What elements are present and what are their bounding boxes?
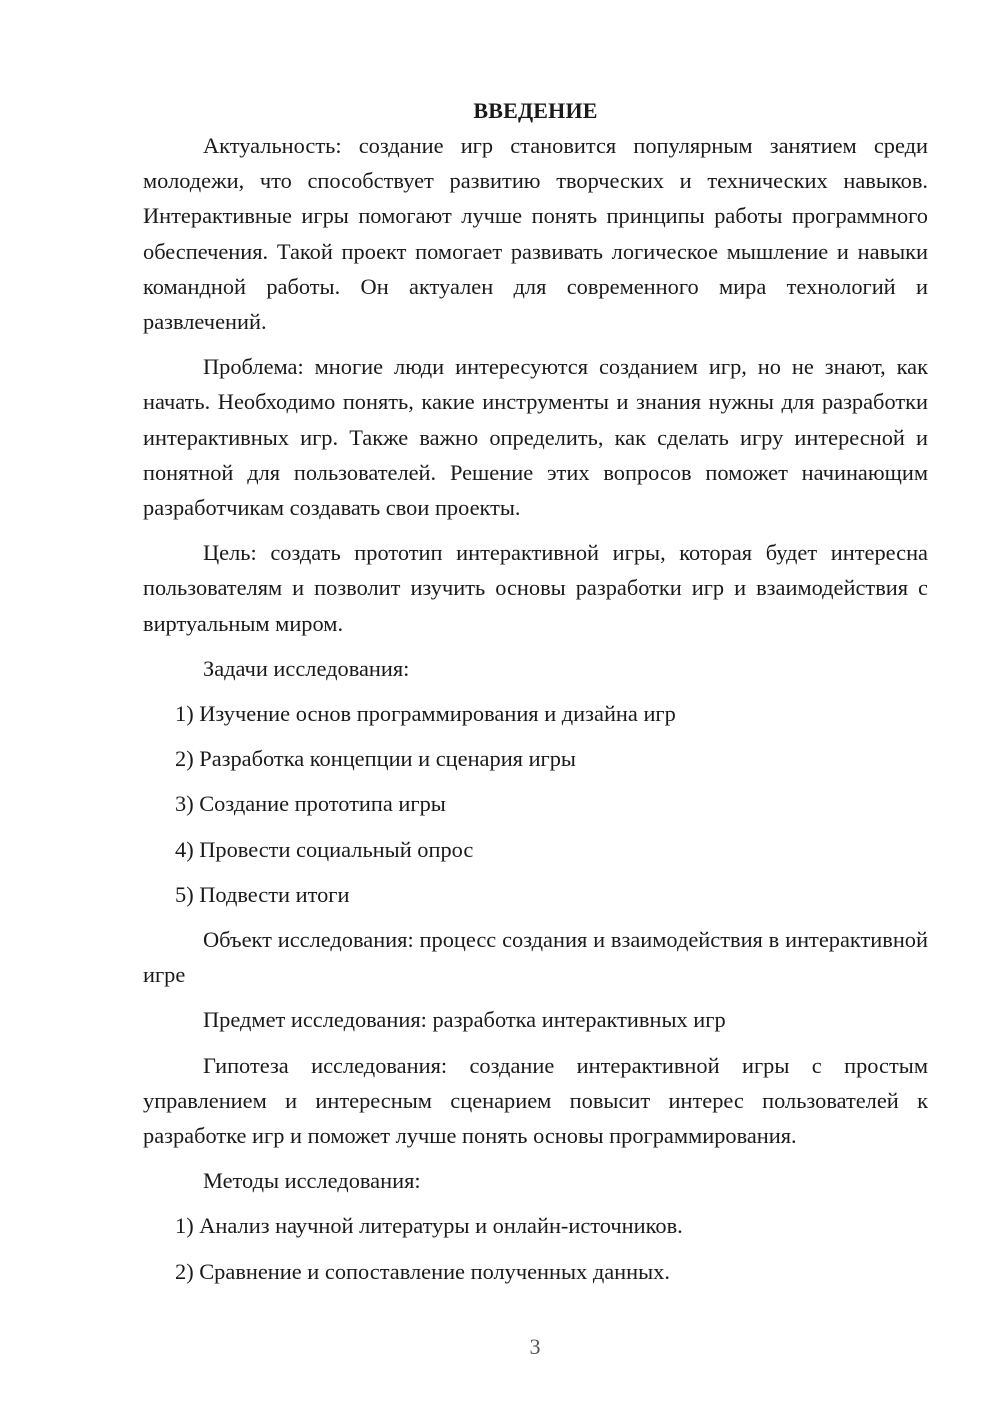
list-item: 1) Анализ научной литературы и онлайн-источников. <box>175 1213 683 1239</box>
problem-paragraph: Проблема: многие люди интересуются созданием игр, но не знают, как начать. Необходимо понять, какие инструменты и знания нужны для разработки интерактивных игр. Также важно определить, как сделать игру интересной и понятной для пользователей. Решение этих вопросов поможет начинающим разработчикам создавать свои проекты. <box>143 354 928 521</box>
methods-heading: Методы исследования: <box>203 1168 421 1194</box>
tasks-heading: Задачи исследования: <box>203 655 410 681</box>
page-title: ВВЕДЕНИЕ <box>473 98 598 123</box>
subject-paragraph: Предмет исследования: разработка интерактивных игр <box>203 1007 726 1033</box>
page-number: 3 <box>529 1334 541 1359</box>
list-item: 4) Провести социальный опрос <box>175 836 474 862</box>
list-item: 2) Разработка концепции и сценария игры <box>175 746 576 772</box>
goal-paragraph: Цель: создать прототип интерактивной игры, которая будет интересна пользователям и позволит изучить основы разработки игр и взаимодействия с виртуальным миром. <box>143 540 928 636</box>
hypothesis-paragraph: Гипотеза исследования: создание интерактивной игры с простым управлением и интересным сценарием повысит интерес пользователей к разработке игр и поможет лучше понять основы программирования. <box>143 1052 928 1149</box>
list-item: 1) Изучение основ программирования и дизайна игр <box>175 701 676 727</box>
document-page <box>143 94 928 1289</box>
list-item: 5) Подвести итоги <box>175 881 350 907</box>
relevance-paragraph: Актуальность: создание игр становится популярным занятием среди молодежи, что способствует развитию творческих и технических навыков. Интерактивные игры помогают лучше понять принципы работы программного обеспечения. Такой проект помогает развивать логическое мышление и навыки командной работы. Он актуален для современного мира технологий и развлечений. <box>143 133 928 335</box>
list-item: 2) Сравнение и сопоставление полученных данных. <box>175 1258 670 1284</box>
list-item: 3) Создание прототипа игры <box>175 791 446 817</box>
object-paragraph: Объект исследования: процесс создания и взаимодействия в интерактивной игре <box>143 927 928 988</box>
